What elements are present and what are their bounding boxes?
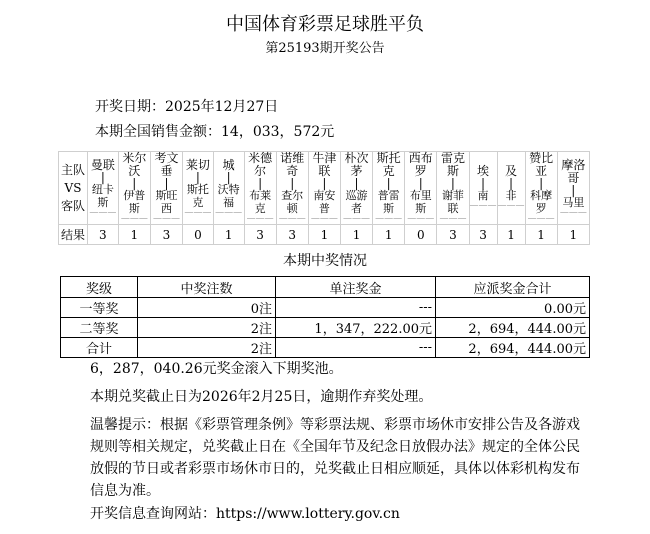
score-underline: ———: [310, 214, 338, 224]
vs-mark: |: [258, 176, 263, 190]
away-team: 沃特福: [217, 182, 240, 209]
match-column: [340, 152, 372, 225]
home-team: 米尔沃: [122, 151, 147, 178]
header-winners: 中奖注数: [138, 277, 276, 298]
match-column: [373, 152, 405, 225]
score-underline: ———: [120, 214, 148, 224]
home-team: 朴次茅: [344, 151, 369, 178]
vs-mark: |: [480, 176, 486, 190]
match-result: 1: [497, 225, 525, 245]
match-column: [557, 152, 589, 225]
home-team: 埃: [477, 164, 490, 178]
match-column: [469, 152, 497, 225]
score-underline: ———: [469, 201, 497, 211]
match-column: [88, 152, 119, 225]
prize-row-first: [61, 298, 590, 318]
match-result: 1: [118, 225, 150, 245]
prize-row-second: [61, 318, 590, 338]
score-underline: ———: [375, 214, 403, 224]
home-team: 曼联: [90, 157, 115, 172]
away-team: 南安普: [313, 189, 336, 215]
prize-level: 一等奖: [61, 298, 138, 318]
score-underline: ———: [246, 214, 274, 224]
match-result: 1: [373, 225, 405, 245]
away-team: 非: [505, 189, 517, 202]
vs-mark: |: [100, 169, 105, 184]
home-team: 牛津联: [312, 151, 337, 178]
match-result: 3: [437, 225, 469, 245]
match-result: 1: [557, 225, 589, 245]
away-team: 斯托克: [186, 182, 209, 209]
header-prize-each: 单注奖金: [276, 277, 436, 298]
match-column: [308, 152, 340, 225]
home-team: 雷克斯: [440, 151, 465, 178]
prize-winners: 0注: [138, 298, 276, 318]
vs-mark: |: [354, 176, 359, 190]
home-team: 米德尔: [248, 151, 273, 178]
prize-total: 0.00元: [436, 298, 590, 318]
match-column: [183, 152, 214, 225]
match-result: 0: [405, 225, 437, 245]
away-team: 普雷斯: [377, 189, 400, 215]
home-team: 西布罗: [408, 151, 433, 178]
home-team: 摩洛哥: [561, 157, 586, 185]
prize-total: 2，694，444.00元: [436, 338, 590, 358]
rollover-text: 6，287，040.26元奖金滚入下期奖池。: [90, 361, 343, 377]
home-label: 主队: [60, 163, 85, 177]
score-underline: ———: [439, 214, 467, 224]
vs-mark: |: [195, 169, 200, 184]
match-result: 1: [308, 225, 340, 245]
match-result: 1: [340, 225, 372, 245]
vs-label: VS: [64, 181, 82, 195]
prize-level: 合计: [61, 338, 138, 358]
vs-mark: |: [132, 176, 137, 190]
score-underline: ———: [215, 207, 243, 218]
home-team: 城: [222, 157, 235, 172]
website-text: 开奖信息查询网站：https://www.lottery.gov.cn: [90, 506, 400, 522]
match-result: 0: [183, 225, 214, 245]
score-underline: ———: [497, 201, 525, 211]
match-table: [58, 151, 590, 245]
prize-section-title: 本期中奖情况: [283, 253, 367, 269]
match-result: 3: [276, 225, 308, 245]
score-underline: ———: [527, 214, 555, 224]
away-label: 客队: [60, 199, 85, 213]
vs-mark: |: [539, 176, 544, 190]
match-result: 3: [150, 225, 182, 245]
team-row-labels: [59, 152, 88, 225]
issue-subtitle: 第25193期开奖公告: [265, 41, 385, 56]
match-column: [150, 152, 182, 225]
prize-winners: 2注: [138, 338, 276, 358]
vs-mark: |: [450, 176, 455, 190]
match-column: [244, 152, 276, 225]
away-team: 布里斯: [409, 189, 432, 215]
result-label: 结果: [59, 225, 88, 245]
vs-mark: |: [571, 182, 576, 197]
match-column: [213, 152, 244, 225]
draw-date: 开奖日期：2025年12月27日: [95, 99, 279, 115]
score-underline: ———: [278, 214, 306, 224]
match-column: [118, 152, 150, 225]
prize-row-total: [61, 338, 590, 358]
header-level: 奖级: [61, 277, 138, 298]
away-team: 马里: [562, 195, 585, 209]
away-team: 斯旺西: [155, 189, 178, 215]
vs-mark: |: [418, 176, 423, 190]
prize-winners: 2注: [138, 318, 276, 338]
deadline-text: 本期兑奖截止日为2026年2月25日，逾期作弃奖处理。: [90, 389, 433, 405]
away-team: 布莱克: [249, 189, 272, 215]
match-column: [437, 152, 469, 225]
prize-header-row: [61, 277, 590, 298]
home-team: 斯托克: [376, 151, 401, 178]
prize-each: 1，347，222.00元: [276, 318, 436, 338]
prize-each: ---: [276, 338, 436, 358]
score-underline: ———: [559, 207, 587, 218]
match-column: [497, 152, 525, 225]
home-team: 赞比亚: [529, 151, 554, 178]
page-title: 中国体育彩票足球胜平负: [226, 14, 424, 35]
home-team: 考文垂: [154, 151, 179, 178]
home-team: 诺维奇: [280, 151, 305, 178]
match-result: 3: [469, 225, 497, 245]
home-team: 及: [505, 164, 518, 178]
score-underline: ———: [89, 207, 117, 218]
match-result: 1: [525, 225, 557, 245]
sales-amount: 本期全国销售金额：14，033，572元: [95, 124, 335, 140]
away-team: 查尔顿: [281, 189, 304, 215]
away-team: 科摩罗: [530, 189, 553, 215]
match-result: 3: [244, 225, 276, 245]
match-column: [525, 152, 557, 225]
vs-mark: |: [386, 176, 391, 190]
away-team: 巡游者: [345, 189, 368, 215]
prize-level: 二等奖: [61, 318, 138, 338]
vs-mark: |: [226, 169, 231, 184]
match-header-row: [59, 152, 590, 225]
vs-mark: |: [508, 176, 514, 190]
prize-total: 2，694，444.00元: [436, 318, 590, 338]
match-result: 3: [88, 225, 119, 245]
vs-mark: |: [164, 176, 169, 190]
vs-mark: |: [322, 176, 327, 190]
vs-mark: |: [290, 176, 295, 190]
prize-each: ---: [276, 298, 436, 318]
away-team: 纽卡斯: [91, 182, 114, 209]
score-underline: ———: [184, 207, 212, 218]
score-underline: ———: [407, 214, 435, 224]
home-team: 莱切: [185, 157, 210, 172]
away-team: 伊普斯: [123, 189, 146, 215]
match-column: [405, 152, 437, 225]
header-prize-total: 应派奖金合计: [436, 277, 590, 298]
match-result: 1: [213, 225, 244, 245]
notice-text: 温馨提示：根据《彩票管理条例》等彩票法规、彩票市场休市安排公告及各游戏规则等相关规定，兑奖截止日在《全国年节及纪念日放假办法》规定的全体公民放假的节日或者彩票市场休市日的，兑奖截止日相应顺延，具体以体彩机构发布信息为准。: [90, 417, 580, 499]
score-underline: ———: [343, 214, 371, 224]
match-result-row: [59, 225, 590, 245]
away-team: 南: [477, 189, 489, 202]
match-column: [276, 152, 308, 225]
score-underline: ———: [152, 214, 180, 224]
prize-table: [60, 276, 590, 358]
away-team: 谢菲联: [441, 189, 464, 215]
